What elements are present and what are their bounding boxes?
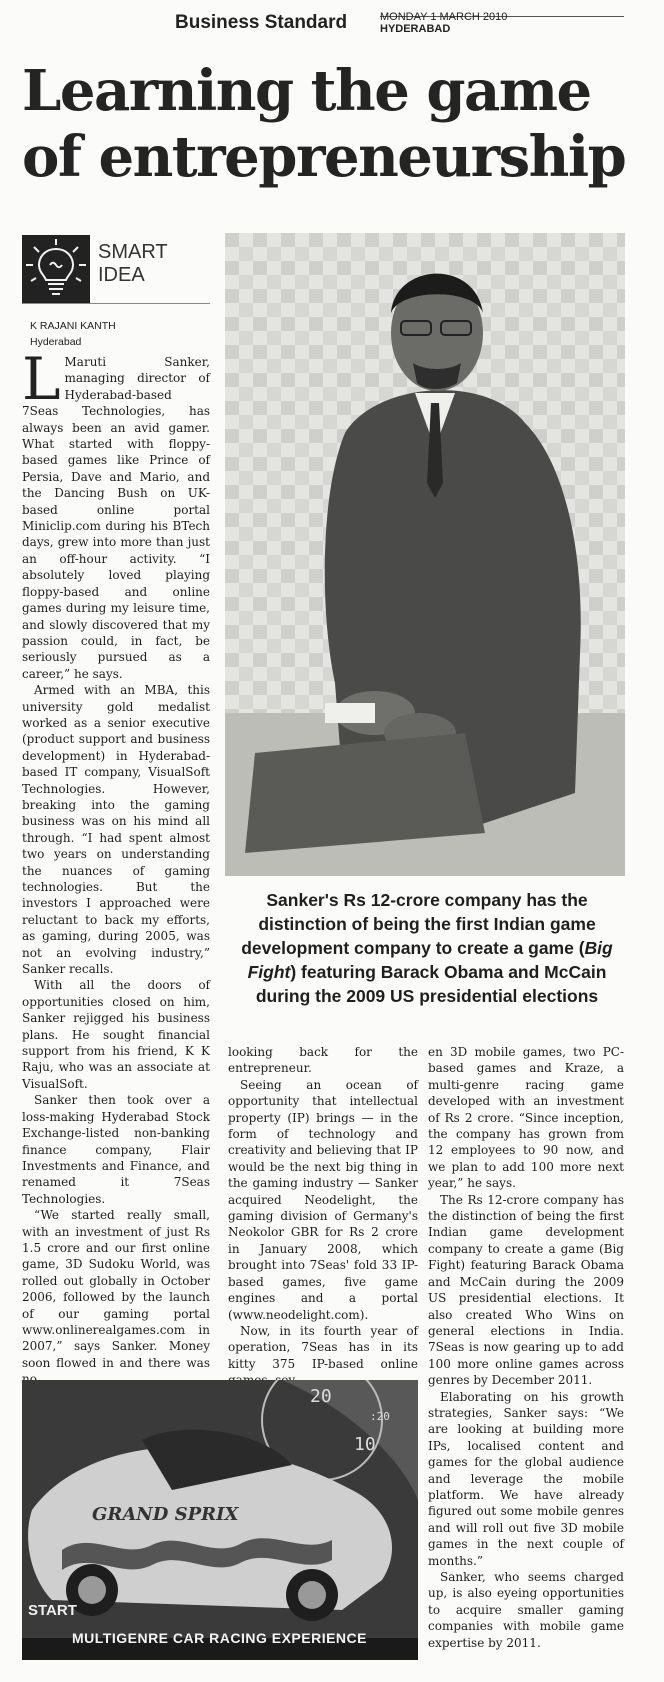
- article-column-1: [22, 345, 210, 1388]
- paragraph: looking back for the entrepreneur.: [228, 1045, 418, 1076]
- publication-name: Business Standard: [175, 12, 348, 33]
- author-name: K RAJANI KANTH: [30, 320, 116, 332]
- race-car-graphic: [22, 1380, 418, 1660]
- gauge-reading: 20: [310, 1386, 332, 1407]
- dateline: [380, 11, 507, 35]
- car-livery-text: GRAND SPRIX: [92, 1504, 239, 1525]
- issue-city: HYDERABAD: [380, 23, 451, 35]
- lightbulb-icon: [22, 235, 90, 303]
- start-label: START: [28, 1602, 77, 1619]
- article-column-3: [428, 1044, 624, 1651]
- paragraph: With all the doors of opportunities closed on him, Sanker rejigged his business plans. He sought financial support from his friend, K K Raju, who was an associate at VisualSoft.: [22, 978, 210, 1091]
- paragraph: [22, 345, 210, 682]
- smart-idea-badge: [22, 235, 210, 304]
- paragraph: The Rs 12-crore company has the distinction of being the first Indian game development company to create a game (Big Fight) featuring Barack Obama and McCain during the 2009 US presidential elections. It also created Who Wins on general elections in India. 7Seas is now gearing up to add 100 more online games across genres by December 2011.: [428, 1192, 624, 1388]
- pull-quote-emphasis: Big Fight: [247, 938, 613, 982]
- badge-line-2: IDEA: [98, 264, 145, 286]
- drop-cap: L: [22, 345, 61, 413]
- pull-quote-text: Sanker's Rs 12-crore company has the distinction of being the first Indian game development company to create a game (: [241, 890, 596, 958]
- paragraph: Elaborating on his growth strategies, Sanker says: “We are looking at building more IPs, localised content and games for the global audience and leverage the mobile platform. We have already figured out some mobile genres and will roll out five 3D mobile games in the next couple of months.”: [428, 1389, 624, 1568]
- paragraph: en 3D mobile games, two PC-based games and Kraze, a multi-genre racing game developed with an investment of Rs 2 crore. “Since inception, the company has grown from 12 employees to 90 now, and we plan to add 100 more next year,” he says.: [428, 1045, 624, 1191]
- paragraph: Now, in its fourth year of operation, 7Seas has in its kitty 375 IP-based online: [228, 1323, 418, 1371]
- portrait-photo: [225, 233, 625, 876]
- dateline-place: Hyderabad: [30, 336, 82, 348]
- smart-idea-label: [98, 241, 168, 287]
- gauge-reading: :20: [370, 1410, 390, 1423]
- paragraph: Sanker then took over a loss-making Hyderabad Stock Exchange-listed non-banking finance company, Flair Investments and Finance, and renamed it 7Seas Technologies.: [22, 1093, 210, 1206]
- article-column-2: [228, 1044, 418, 1389]
- game-advertisement: [22, 1380, 418, 1660]
- ad-tagline: MULTIGENRE CAR RACING EXPERIENCE: [72, 1630, 367, 1646]
- issue-date: MONDAY 1 MARCH 2010: [380, 11, 508, 23]
- pull-quote-text: ) featuring Barack Obama and McCain during the 2009 US presidential elections: [255, 962, 607, 1006]
- pull-quote: [228, 888, 626, 1008]
- paragraph: “We started really small, with an investment of just Rs 1.5 crore and our first online game, 3D Sudoku World, was rolled out globally in October 2006, followed by the launch of our gaming portal www.onlinerealgames.com in 2007,” says Sanker. Money soon flowed in and there was: [22, 1208, 210, 1370]
- paragraph: Sanker, who seems charged up, is also eyeing opportunities to acquire smaller gaming companies with mobile game expertise by 2011.: [428, 1570, 624, 1650]
- headline: Learning the game of entrepreneurship: [22, 58, 626, 190]
- paragraph-text: Maruti Sanker, managing director of Hyderabad-based 7Seas Technologies, has always been an avid gamer. What started with floppy-based games like Prince of Persia, Dave and Mario, and the Dancing Bush on UK-based online portal Miniclip.com during his BTech days, grew into more than just an off-hour activity. “I absolutely loved playing floppy-based and online games during my leisure time, and slowly discovered that my passion could, in fact, be seriously pursued as a career,” he says.: [22, 355, 210, 681]
- paragraph: Seeing an ocean of opportunity that intellectual property (IP) brings — in the form of technology and creativity and believing that IP would be the next big thing in the gaming industry — Sanker acquired Neodelight, the gaming division of Germany's Neokolor GBR for Rs 2 crore in January 2008, which brought into 7Seas' fold 33 IP-based games, five game engines and a portal (www.neodelight.com).: [228, 1077, 418, 1322]
- paragraph: Armed with an MBA, this university gold medalist worked as a senior executive (product support and business development) in Hyderabad-based IT company, VisualSoft Technologies. However, breaking into the gaming business was on his mind all through. “I had spent almost two years on understanding the nuances of gaming technologies. But the investors I approached were reluctant to back my efforts, as gaming, during 2005, was not an evolving industry,” Sanker recalls.: [22, 683, 210, 977]
- badge-line-1: SMART: [98, 241, 168, 263]
- gauge-reading: 10: [354, 1434, 376, 1455]
